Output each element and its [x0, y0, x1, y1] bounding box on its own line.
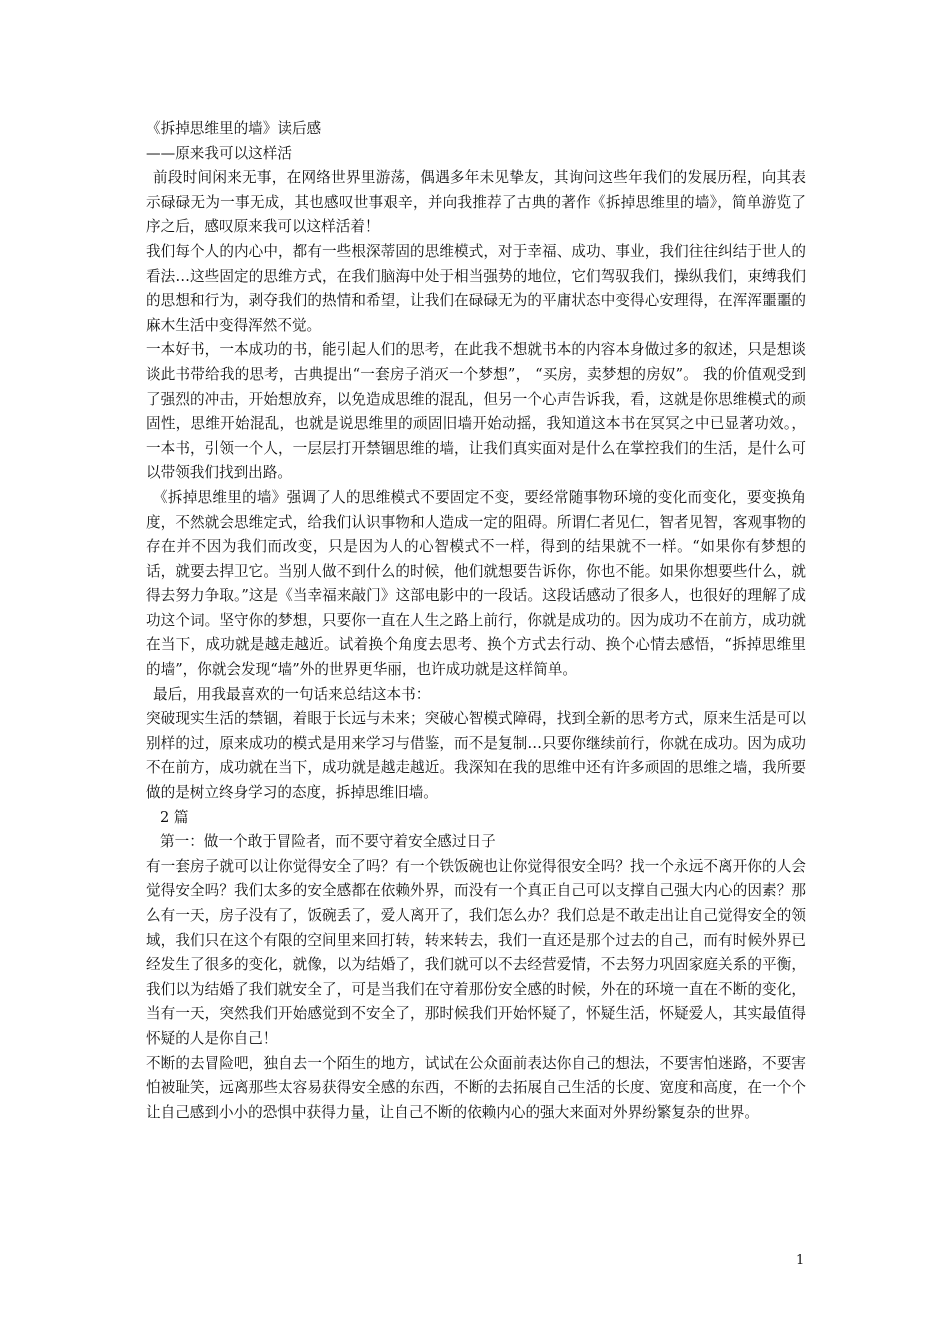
- paragraph-security: 有一套房子就可以让你觉得安全了吗？有一个铁饭碗也让你觉得很安全吗？找一个永远不离开你的人会觉得安全吗？我们太多的安全感都在依赖外界，而没有一个真正自己可以支撑自己强大内心的因素？那么有一天，房子没有了，饭碗丢了，爱人离开了，我们怎么办？我们总是不敢走出让自己觉得安全的领域，我们只在这个有限的空间里来回打转，转来转去，我们一直还是那个过去的自己，而有时候外界已经发生了很多的变化，就像，以为结婚了，我们就可以不去经营爱情，不去努力巩固家庭关系的平衡，我们以为结婚了我们就安全了，可是当我们在守着那份安全感的时候，外在的环境一直在不断的变化，当有一天，突然我们开始感觉到不安全了，那时候我们开始怀疑了，怀疑生活，怀疑爱人，其实最值得怀疑的人是你自己！: [146, 857, 806, 1047]
- paragraph-good-book: 一本好书，一本成功的书，能引起人们的思考，在此我不想就书本的内容本身做过多的叙述，只是想谈谈此书带给我的思考，古典提出“一套房子消灭一个梦想”， “买房，卖梦想的房奴”。 我的价值观受到了强烈的冲击，开始想放弃，以免造成思维的混乱，但另一个心声告诉我，看，这就是你思维模式的顽固性，思维开始混乱，也就是说思维里的顽固旧墙开始动摇，我知道这本书在冥冥之中已显著功效。，一本书，引领一个人，一层层打开禁锢思维的墙，让我们真实面对是什么在掌控我们的生活，是什么可以带领我们找到出路。: [146, 341, 806, 482]
- paragraph-intro: 前段时间闲来无事，在网络世界里游荡，偶遇多年未见挚友，其询问这些年我们的发展历程，向其表示碌碌无为一事无成，其也感叹世事艰辛，并向我推荐了古典的著作《拆掉思维里的墙》，简单游览了序之后，感叹原来我可以这样活着！: [146, 169, 806, 236]
- page-number: 1: [796, 1253, 805, 1268]
- paragraph-adventure: 不断的去冒险吧，独自去一个陌生的地方，试试在公众面前表达你自己的想法，不要害怕迷路，不要害怕被耻笑，远离那些太容易获得安全感的东西，不断的去拓展自己生活的长度、宽度和高度，在一个个让自己感到小小的恐惧中获得力量，让自己不断的依赖内心的强大来面对外界纷繁复杂的世界。: [146, 1054, 806, 1121]
- paragraph-conclusion-lead: 最后，用我最喜欢的一句话来总结这本书：: [153, 685, 431, 703]
- paragraph-book-emphasis: 《拆掉思维里的墙》强调了人的思维模式不要固定不变，要经常随事物环境的变化而变化，要变换角度，不然就会思维定式，给我们认识事物和人造成一定的阻碍。所谓仁者见仁，智者见智，客观事物的存在并不因为我们而改变，只是因为人的心智模式不一样，得到的结果就不一样。“如果你有梦想的话，就要去捍卫它。当别人做不到什么的时候，他们就想要告诉你，你也不能。如果你想要些什么，就得去努力争取。”这是《当幸福来敲门》这部电影中的一段话。这段话感动了很多人，也很好的理解了成功这个词。坚守你的梦想，只要你一直在人生之路上前行，你就是成功的。因为成功不在前方，成功就在当下，成功就是越走越近。试着换个角度去思考、换个方式去行动、换个心情去感悟，“拆掉思维里的墙”，你就会发现“墙”外的世界更华丽，也许成功就是这样简单。: [146, 488, 806, 679]
- paragraph-thinking-patterns: 我们每个人的内心中，都有一些根深蒂固的思维模式，对于幸福、成功、事业，我们往往纠结于世人的看法…这些固定的思维方式，在我们脑海中处于相当强势的地位，它们驾驭我们，操纵我们，束缚我们的思想和行为，剥夺我们的热情和希望，让我们在碌碌无为的平庸状态中变得心安理得，在浑浑噩噩的麻木生活中变得浑然不觉。: [146, 242, 806, 334]
- document-title: 《拆掉思维里的墙》读后感: [146, 120, 322, 137]
- section-heading-2: 2 篇: [160, 808, 189, 826]
- document-body: [146, 117, 806, 1125]
- document-subtitle: ——原来我可以这样活: [146, 144, 292, 162]
- section-subheading-first: 第一：做一个敢于冒险者，而不要守着安全感过日子: [160, 833, 496, 851]
- paragraph-conclusion: 突破现实生活的禁锢，着眼于长远与未来；突破心智模式障碍，找到全新的思考方式，原来生活是可以别样的过，原来成功的模式是用来学习与借鉴，而不是复制…只要你继续前行，你就在成功。因为成功不在前方，成功就在当下，成功就是越走越近。我深知在我的思维中还有许多顽固的思维之墙，我所要做的是树立终身学习的态度，拆掉思维旧墙。: [146, 710, 806, 802]
